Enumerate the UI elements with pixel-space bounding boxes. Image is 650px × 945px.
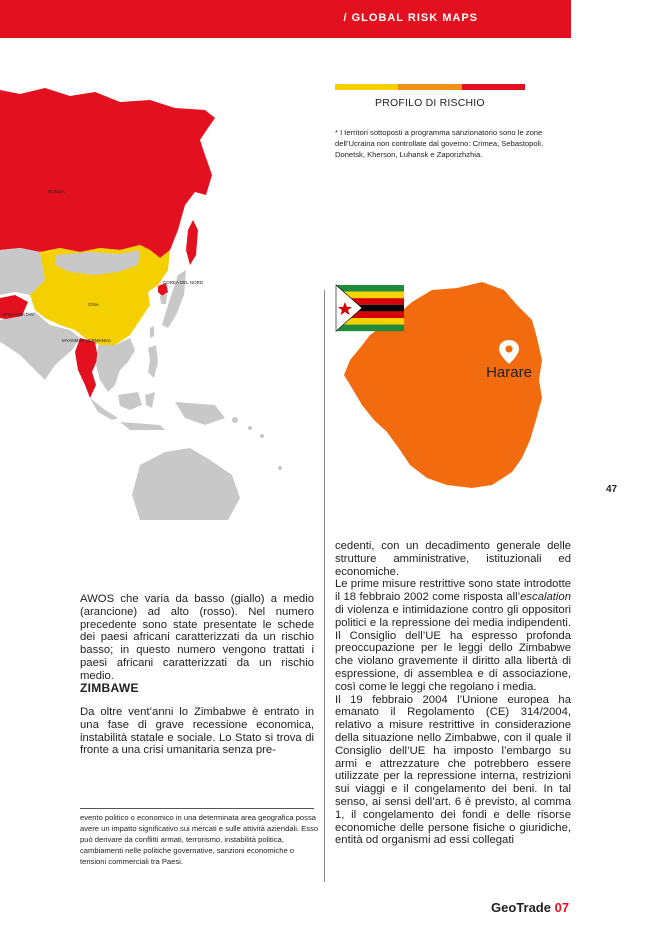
header-bar — [0, 0, 571, 38]
map-label-north-korea: COREA DEL NORD — [163, 280, 204, 285]
footer-brand — [491, 900, 569, 915]
legend-low — [335, 84, 398, 90]
paragraph-2: Le prime misure restrittive sono state introdotte il 18 febbraio 2002 come risposta all’escalation di violenza e intimidazione contro gli oppositori politici e la repressione dei media indipendenti. Il Consiglio dell’UE ha espresso profonda preoccupazione per le leggi dello Zimbabwe che violano gravemente il diritto alla libertà di espressione, di assemblea e di associazione, così come le leggi che regolano i media. — [335, 578, 571, 693]
zimbabwe-flag-icon — [336, 285, 404, 331]
footnote-divider — [80, 808, 314, 809]
asia-risk-map — [0, 80, 330, 520]
map-label-china: CINA — [88, 302, 99, 307]
legend-high — [462, 84, 525, 90]
footnote: evento politico o economico in una determinata area geografica possa avere un impatto significativo sui mercati e sulle attività aziendali. Esso può derivare da conflitti armati, terrorismo, instabilità politica, cambiamenti nelle politiche governative, sanzioni economiche o tensioni commerciali tra Paesi. — [80, 813, 319, 866]
legend-note: * I territori sottoposti a programma sanzionatorio sono le zone dell’Ucraina non controllate dal governo: Crimea, Sebastopoli, Donetsk, Kherson, Luhansk e Zaporizhzhia. — [335, 128, 544, 159]
page-number: 47 — [606, 484, 618, 495]
right-column — [335, 540, 571, 847]
harare-label: Harare — [486, 364, 532, 381]
legend-medium — [398, 84, 461, 90]
map-label-myanmar: MYANMAR (BIRMANIA) — [62, 338, 111, 343]
russia-region — [0, 88, 215, 258]
brand-name: GeoTrade — [491, 900, 551, 915]
column-divider — [324, 290, 325, 882]
left-column-section-text: Da oltre vent’anni lo Zimbabwe è entrato in una fase di grave recessione economica, instabilità statale e sociale. Lo Stato si trova di fronte a una crisi umanitaria senza pre- — [80, 706, 314, 757]
paragraph-1: cedenti, con un decadimento generale delle strutture amministrative, istituzionali ed economiche. — [335, 540, 571, 578]
section-title: ZIMBAWE — [80, 681, 139, 695]
zimbabwe-map — [332, 280, 577, 490]
paragraph-3: Il 19 febbraio 2004 l’Unione europea ha emanato il Regolamento (CE) 314/2004, relativo a misure restrittive in considerazione della situazione nello Zimbabwe, con il quale il Consiglio dell’UE ha imposto l’embargo su armi e attrezzature che potrebbero essere utilizzate per la repressione interna, restrizioni sui viaggi e il congelamento dei beni. In tal senso, ai sensi dell’art. 6 è previsto, al comma 1, il congelamento dei fondi e delle risorse economiche delle persone fisiche o giuridiche, entità od organismi ad essi collegati — [335, 693, 571, 847]
issue-number: 07 — [554, 900, 570, 915]
left-column-intro: AWOS che varia da basso (giallo) a medio (arancione) ad alto (rosso). Nel numero precedente sono state presentate le schede dei paesi africani caratterizzati da un rischio basso; in questo numero vengono trattati i paesi africani caratterizzati da un rischio medio. — [80, 593, 314, 682]
risk-legend-bar — [335, 84, 525, 90]
map-label-afghanistan: AFGHANISTAN — [2, 312, 34, 317]
map-label-russia: RUSSIA — [48, 189, 65, 194]
header-title: / GLOBAL RISK MAPS — [343, 12, 478, 24]
legend-title: PROFILO DI RISCHIO — [375, 97, 485, 109]
